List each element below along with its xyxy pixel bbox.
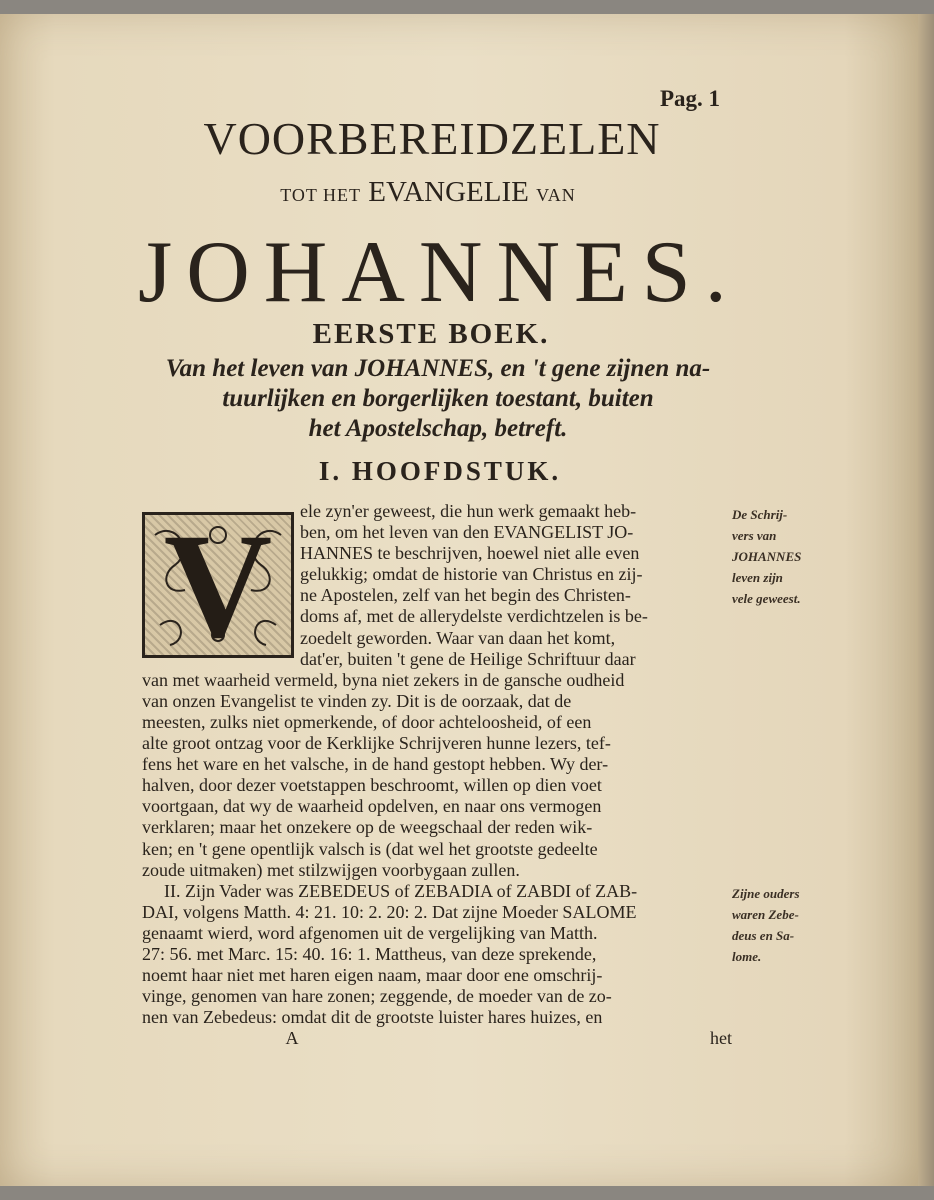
- text-line: halven, door dezer voetstappen beschroomt, willen op dien voet: [142, 775, 602, 796]
- page-edge: [918, 14, 934, 1186]
- text-line: vinge, genomen van hare zonen; zeggende, de moeder van de zo-: [142, 986, 612, 1007]
- text-line: van met waarheid vermeld, byna niet zekers in de gansche oudheid: [142, 669, 625, 690]
- chapter-heading: I. HOOFDSTUK.: [318, 456, 562, 486]
- title-line-2: [248, 176, 608, 209]
- page-number: Pag. 1: [660, 86, 721, 111]
- text-line: ne Apostelen, zelf van het begin des Christen-: [300, 585, 631, 606]
- title-suffix: VAN: [536, 185, 576, 205]
- text-line: 27: 56. met Marc. 15: 40. 16: 1. Mattheus, van deze sprekende,: [142, 943, 597, 964]
- text-line: HANNES te beschrijven, hoewel niet alle even: [300, 543, 640, 564]
- text-line: van onzen Evangelist te vinden zy. Dit is de oorzaak, dat de: [142, 690, 572, 711]
- text-line: ken; en 't gene opentlijk valsch is (dat wel het grootste gedeelte: [142, 838, 598, 859]
- text-line: fens het ware en het valsche, in de hand gestopt hebben. Wy der-: [142, 754, 609, 775]
- text-line: alte groot ontzag voor de Kerklijke Schrijveren hunne lezers, tef-: [142, 733, 611, 754]
- text-line: II. Zijn Vader was ZEBEDEUS of ZEBADIA of ZABDI of ZAB-: [164, 880, 638, 901]
- text-line: dat'er, buiten 't gene de Heilige Schriftuur daar: [300, 648, 636, 669]
- text-line: zoedelt geworden. Waar van daan het komt,: [300, 627, 616, 648]
- margin-note-line: waren Zebe-: [732, 907, 799, 922]
- signature-mark: A: [285, 1028, 299, 1049]
- margin-note-line: leven zijn: [732, 570, 783, 585]
- book-heading: EERSTE BOEK.: [312, 318, 550, 350]
- text-line: meesten, zulks niet opmerkende, of door achteloosheid, of een: [142, 711, 592, 732]
- catchword: het: [710, 1028, 732, 1049]
- margin-note-line: vers van: [732, 528, 777, 543]
- text-line: zoude uitmaken) met stilzwijgen voorbygaan zullen.: [142, 859, 520, 880]
- text-line: noemt haar niet met haren eigen naam, maar door ene omschrij-: [142, 965, 603, 986]
- text-line: DAI, volgens Matth. 4: 21. 10: 2. 20: 2. Dat zijne Moeder SALOME: [142, 901, 637, 922]
- title-line-1: VOORBEREIDZELEN: [203, 113, 661, 164]
- subtitle: [138, 354, 738, 444]
- margin-note-line: JOHANNES: [732, 549, 802, 564]
- margin-note-line: Zijne ouders: [732, 886, 800, 901]
- text-line: doms af, met de allerydelste verdichtzelen is be-: [300, 606, 648, 627]
- margin-note-line: vele geweest.: [732, 591, 801, 606]
- initial-letter: V: [163, 512, 273, 658]
- text-line: verklaren; maar het onzekere op de weegschaal der reden wik-: [142, 817, 593, 838]
- margin-note-line: deus en Sa-: [732, 928, 795, 943]
- subtitle-line: tuurlijken en borgerlijken toestant, buiten: [222, 385, 654, 412]
- margin-note-line: lome.: [732, 949, 762, 964]
- text-line: genaamt wierd, word afgenomen uit de vergelijking van Matth.: [142, 922, 598, 943]
- body-text: [142, 501, 732, 1049]
- margin-note-1: [732, 504, 832, 609]
- subtitle-line: Van het leven van JOHANNES, en 't gene zijnen na-: [165, 355, 711, 382]
- margin-note-line: De Schrij-: [732, 507, 788, 522]
- text-line: voortgaan, dat wy de waarheid opdelven, en naar ons vermogen: [142, 796, 602, 817]
- title-main: EVANGELIE: [368, 176, 529, 208]
- footer-line: [142, 1028, 732, 1049]
- text-line: nen van Zebedeus: omdat dit de grootste luister hares huizes, en: [142, 1007, 603, 1028]
- text-line: gelukkig; omdat de historie van Christus en zij-: [300, 564, 643, 585]
- title-line-3: JOHANNES.: [138, 224, 741, 321]
- margin-note-2: [732, 883, 832, 967]
- text-line: ben, om het leven van den EVANGELIST JO-: [300, 522, 634, 543]
- title-prefix: TOT HET: [280, 185, 362, 205]
- text-line: ele zyn'er geweest, die hun werk gemaakt heb-: [300, 501, 637, 521]
- subtitle-line: het Apostelschap, betreft.: [308, 415, 568, 442]
